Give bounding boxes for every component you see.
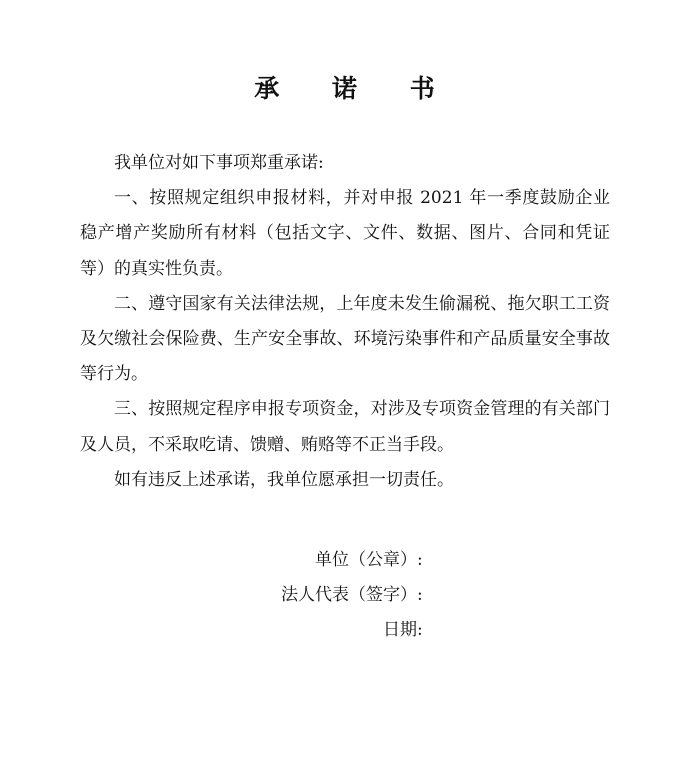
commitment-item-2: 二、遵守国家有关法律法规，上年度未发生偷漏税、拖欠职工工资及欠缴社会保险费、生产安全事故、环境污染事件和产品质量安全事故等行为。 xyxy=(80,293,610,385)
document-title: 承 诺 书 xyxy=(254,74,457,103)
commitment-item-1: 一、按照规定组织申报材料，并对申报 2021 年一季度鼓励企业稳产增产奖励所有材料（包括文字、文件、数据、图片、合同和凭证等）的真实性负责。 xyxy=(80,188,610,279)
document-body xyxy=(80,146,610,498)
closing-paragraph: 如有违反上述承诺，我单位愿承担一切责任。 xyxy=(114,469,454,490)
signature-unit-seal-label: 单位（公章）: xyxy=(315,550,423,570)
intro-paragraph: 我单位对如下事项郑重承诺: xyxy=(114,153,324,173)
signature-date-label: 日期: xyxy=(383,620,423,640)
signature-legal-representative-label: 法人代表（签字）: xyxy=(281,585,423,605)
commitment-item-3: 三、按照规定程序申报专项资金，对涉及专项资金管理的有关部门及人员，不采取吃请、馈赠、贿赂等不正当手段。 xyxy=(80,399,610,455)
